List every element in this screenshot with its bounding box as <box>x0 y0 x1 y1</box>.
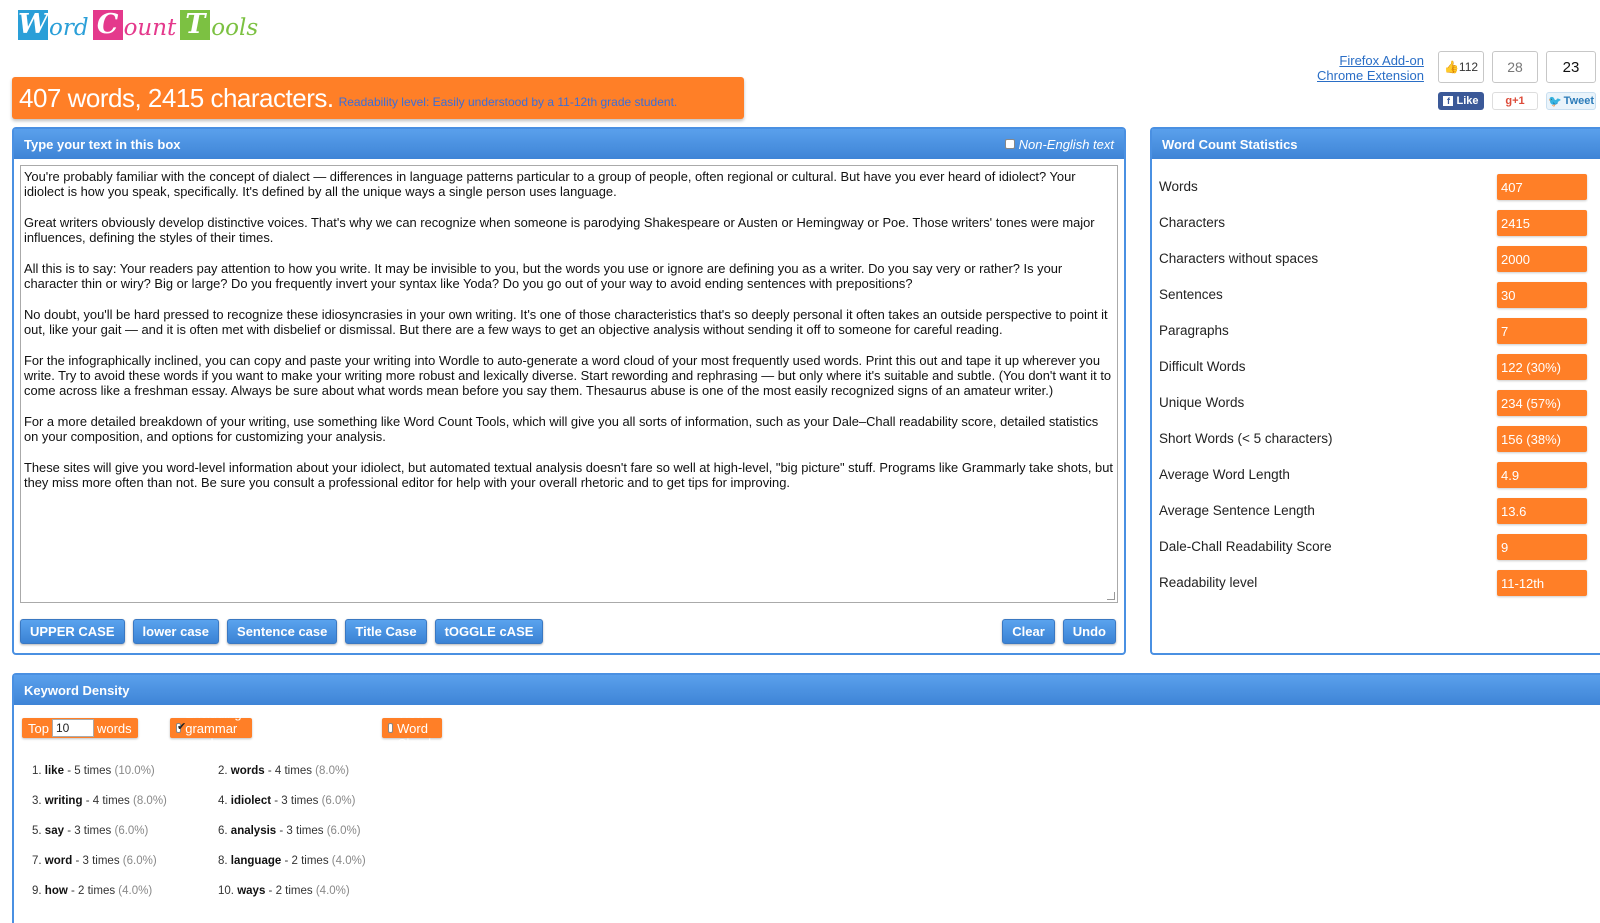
keyword-density-header <box>14 675 1600 705</box>
stat-row-readability-level <box>1152 570 1600 597</box>
logo-word-1 <box>18 4 89 40</box>
exclude-grammar-label: Excluding grammar words <box>185 705 242 751</box>
logo-cap: W <box>18 9 49 40</box>
stat-label: Paragraphs <box>1159 323 1229 338</box>
stat-label: Characters <box>1159 215 1226 230</box>
undo-button[interactable]: Undo <box>1063 619 1116 644</box>
stat-value: 4.9 <box>1497 462 1587 488</box>
stat-row-avg-sentence-length <box>1152 498 1600 525</box>
stat-value: 7 <box>1497 318 1587 344</box>
toggle-case-button[interactable]: tOGGLE cASE <box>435 619 544 644</box>
tweet-button[interactable] <box>1546 92 1596 110</box>
gplus-count: 28 <box>1492 51 1538 83</box>
gplus-icon: g <box>1505 95 1513 107</box>
clear-button[interactable]: Clear <box>1002 619 1055 644</box>
stat-row-avg-word-length <box>1152 462 1600 489</box>
chrome-extension-link[interactable]: Chrome Extension <box>1317 68 1424 83</box>
non-english-toggle[interactable] <box>1005 129 1114 159</box>
stat-label: Readability level <box>1159 575 1258 590</box>
text-paragraph: No doubt, you'll be hard pressed to recognize these idiosyncrasies in your own writing. It's one of those characteristics that's so deeply personal it often takes an outside perspective to point it out, like your gait — and it is often met with disbelief or dismissal. But there are a few ways to get an objective analysis without sending it off to someone for careful reading. <box>24 306 1108 337</box>
title-case-button[interactable]: Title Case <box>345 619 426 644</box>
gplus-label: +1 <box>1512 95 1525 107</box>
stat-row-difficult-words <box>1152 354 1600 381</box>
keyword-item: 10. ways - 2 times (4.0%) <box>218 885 350 897</box>
text-paragraph: Great writers obviously develop distinctive voices. That's why we can recognize when someone is parodying Shakespeare or Austen or Hemingway or Poe. Those writers' tones were major influences, defining the styles of their times. <box>24 214 1095 246</box>
twitter-count: 23 <box>1546 51 1596 83</box>
keyword-item: 9. how - 2 times (4.0%) <box>32 885 153 897</box>
word-cloud-label: View Word Cloud <box>397 705 432 751</box>
stat-label: Sentences <box>1159 287 1223 302</box>
words-label: words <box>96 720 132 736</box>
word-cloud-toggle[interactable] <box>382 705 442 751</box>
facebook-like-button[interactable] <box>1438 92 1484 110</box>
upper-case-button[interactable]: UPPER CASE <box>20 619 125 644</box>
stat-row-paragraphs <box>1152 318 1600 345</box>
editor-panel-header <box>14 129 1124 159</box>
stat-row-characters-no-spaces <box>1152 246 1600 273</box>
logo-cap: C <box>93 10 123 40</box>
gplus-share <box>1492 51 1538 110</box>
tweet-label: Tweet <box>1563 95 1595 107</box>
top-label: Top <box>28 720 49 736</box>
facebook-like-label: Like <box>1456 95 1479 107</box>
keyword-item: 7. word - 3 times (6.0%) <box>32 855 157 867</box>
stats-panel-header <box>1152 129 1600 159</box>
top-count-input[interactable]: 10 <box>52 719 94 737</box>
readability-summary: Readability level: Easily understood by a 11-12th grade student. <box>338 95 678 109</box>
stat-row-dale-chall <box>1152 534 1600 561</box>
text-input-area[interactable] <box>20 165 1118 603</box>
stat-value: 122 (30%) <box>1497 354 1587 380</box>
stat-label: Short Words (< 5 characters) <box>1159 431 1333 446</box>
stat-value: 407 <box>1497 174 1587 200</box>
editor-panel <box>12 127 1126 655</box>
stat-row-words <box>1152 174 1600 201</box>
stat-value: 156 (38%) <box>1497 426 1587 452</box>
logo-cap: T <box>180 10 210 40</box>
stat-label: Average Sentence Length <box>1159 503 1315 518</box>
logo-word-3 <box>180 4 258 40</box>
firefox-addon-link[interactable]: Firefox Add-on <box>1339 53 1424 68</box>
keyword-item: 8. language - 2 times (4.0%) <box>218 855 366 867</box>
stat-row-sentences <box>1152 282 1600 309</box>
gplus-button[interactable] <box>1492 92 1538 110</box>
non-english-label: Non-English text <box>1018 136 1114 152</box>
text-paragraph: For the infographically inclined, you can copy and paste your writing into Wordle to auto-generate a word cloud of your most frequently used words. Print this out and tape it up wherever you write. Try to avoid these words if you want to make your writing more robust and lexically diverse. Start rewording and rephrasing — but only where it's suitable and subtle. (You don't want it to come across like a freshman essay. Always be sure about what words mean before you say them. Thesaurus abuse is one of the most easily recognized signs of an amateur writer.) <box>24 352 1112 399</box>
stat-label: Average Word Length <box>1159 467 1290 482</box>
facebook-share <box>1438 51 1484 110</box>
stat-value: 234 (57%) <box>1497 390 1587 416</box>
stat-value: 2415 <box>1497 210 1587 236</box>
stat-label: Dale-Chall Readability Score <box>1159 539 1332 554</box>
keyword-item: 6. analysis - 3 times (6.0%) <box>218 825 361 837</box>
stat-value: 13.6 <box>1497 498 1587 524</box>
logo-rest: ord <box>49 15 89 41</box>
addon-links <box>1317 53 1424 83</box>
stat-label: Unique Words <box>1159 395 1245 410</box>
stat-value: 30 <box>1497 282 1587 308</box>
facebook-icon: f <box>1443 96 1453 106</box>
top-words-control <box>22 718 138 738</box>
keyword-item: 5. say - 3 times (6.0%) <box>32 825 149 837</box>
case-buttons <box>20 619 543 644</box>
editor-panel-title: Type your text in this box <box>24 136 181 152</box>
thumbs-up-icon: 👍 <box>1443 60 1459 74</box>
keyword-density-panel <box>12 673 1600 923</box>
facebook-count: 112 <box>1458 60 1479 74</box>
logo-rest: ools <box>211 15 259 41</box>
sentence-case-button[interactable]: Sentence case <box>227 619 337 644</box>
stats-panel <box>1150 127 1600 655</box>
word-cloud-checkbox[interactable] <box>388 723 393 733</box>
keyword-item: 1. like - 5 times (10.0%) <box>32 765 155 777</box>
stat-row-unique-words <box>1152 390 1600 417</box>
twitter-bird-icon: 🐦 <box>1547 95 1562 108</box>
stat-value: 11-12th <box>1497 570 1587 596</box>
lower-case-button[interactable]: lower case <box>133 619 220 644</box>
non-english-checkbox[interactable] <box>1005 139 1015 149</box>
summary-banner <box>12 77 744 119</box>
exclude-grammar-checkbox[interactable] <box>176 723 181 733</box>
exclude-grammar-toggle[interactable] <box>170 705 252 751</box>
stat-label: Characters without spaces <box>1159 251 1319 266</box>
keyword-item: 3. writing - 4 times (8.0%) <box>32 795 167 807</box>
keyword-density-title: Keyword Density <box>24 682 130 698</box>
stat-label: Words <box>1159 179 1198 194</box>
text-paragraph: For a more detailed breakdown of your writing, use something like Word Count Tools, which will give you all sorts of information, such as your Dale–Chall readability score, detailed statistics on your composition, and options for customizing your analysis. <box>24 413 1099 445</box>
facebook-count-box <box>1438 51 1484 83</box>
summary-headline: 407 words, 2415 characters. <box>19 82 334 113</box>
stat-row-characters <box>1152 210 1600 237</box>
edit-buttons <box>1002 619 1116 644</box>
text-paragraph: All this is to say: Your readers pay attention to how you write. It may be invisible to you, but the words you use or ignore are defining you as a writer. Do you say very or rather? Is your character thin or wiry? Big or large? Do you frequently invert your syntax like Yoda? Do you go out of your way to avoid ending sentences with prepositions? <box>24 260 1063 292</box>
site-logo[interactable] <box>18 4 258 40</box>
text-paragraph: You're probably familiar with the concept of dialect — differences in language patterns particular to a group of people, often regional or cultural. But have you ever heard of idiolect? Your idiolect is how you speak, specifically. It's defined by all the unique ways a single person uses language. <box>24 169 1076 200</box>
logo-rest: ount <box>123 15 177 41</box>
stats-panel-title: Word Count Statistics <box>1162 136 1298 152</box>
stat-label: Difficult Words <box>1159 359 1246 374</box>
text-paragraph: These sites will give you word-level information about your idiolect, but automated textual analysis doesn't fare so well at high-level, "big picture" stuff. Programs like Grammarly take shots, but they miss more often than not. Be sure you consult a professional editor for help with your overall rhetoric and to get tips for improving. <box>24 459 1113 490</box>
logo-word-2 <box>93 4 177 40</box>
resize-grip-icon[interactable] <box>1107 592 1115 600</box>
stat-row-short-words <box>1152 426 1600 453</box>
stat-value: 2000 <box>1497 246 1587 272</box>
keyword-item: 2. words - 4 times (8.0%) <box>218 765 350 777</box>
twitter-share <box>1546 51 1596 110</box>
stat-value: 9 <box>1497 534 1587 560</box>
keyword-item: 4. idiolect - 3 times (6.0%) <box>218 795 356 807</box>
